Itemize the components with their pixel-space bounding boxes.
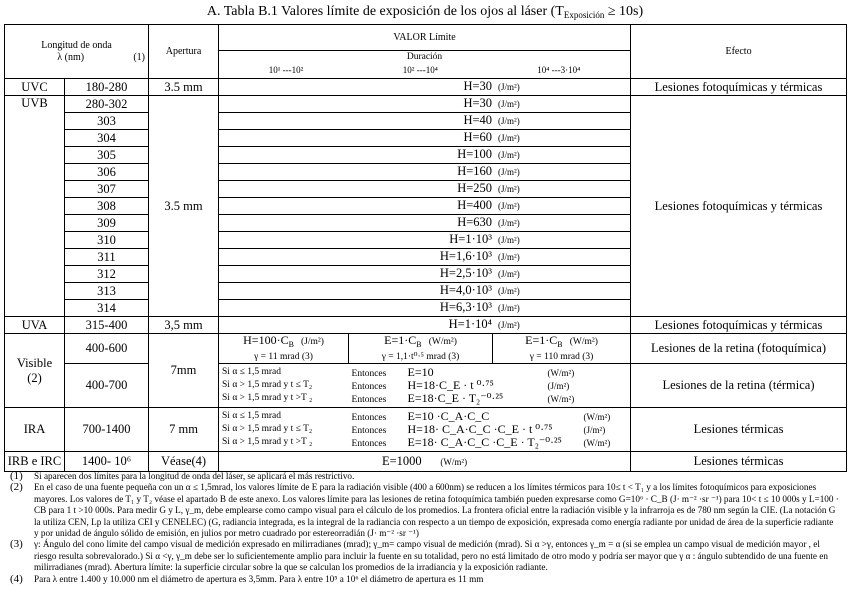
range-cell: 311 bbox=[65, 249, 149, 266]
band-label: UVC bbox=[5, 79, 65, 96]
band-label: IRA bbox=[5, 408, 65, 452]
aperture-cell: Véase(4) bbox=[149, 452, 219, 472]
range-cell: 310 bbox=[65, 232, 149, 249]
equations-cell: Entonces E=10 (W/m²) Entonces H=18·C_E · t ⁰·⁷⁵ (J/m²) Entonces E=18·C_E · T₂⁻⁰·²⁵ (W/m²) bbox=[349, 364, 631, 408]
row-visible-thermal bbox=[5, 364, 847, 408]
equations-cell: Entonces E=10 ·C_A·C_C (W/m²) Entonces H=18· C_A·C_C ·C_E · t ⁰·⁷⁵ (J/m²) Entonces E=18· C_A·C_C ·C_E · T₂⁻⁰·²⁵ (W/m²) bbox=[349, 408, 631, 452]
range-cell: 307 bbox=[65, 181, 149, 198]
footnote: (4) Para λ entre 1.400 y 10.000 nm el diámetro de apertura es 3,5mm. Para λ entre 10⁵ a 10⁶ el diámetro de apertura es 11 mm bbox=[10, 572, 484, 585]
aperture-cell: 3,5 mm bbox=[149, 317, 219, 334]
band-label: IRB e IRC bbox=[5, 452, 65, 472]
effect-cell: Lesiones de la retina (fotoquímica) bbox=[631, 334, 847, 364]
aperture-cell: 3.5 mm bbox=[149, 79, 219, 96]
effect-cell: Lesiones térmicas bbox=[631, 452, 847, 472]
range-cell: 314 bbox=[65, 300, 149, 317]
limit-cell: H=60 (J/m²) bbox=[219, 130, 631, 147]
effect-cell: Lesiones térmicas bbox=[631, 408, 847, 452]
header-effect: Efecto bbox=[631, 25, 847, 79]
limit-cell: E=1000 (W/m²) bbox=[219, 452, 631, 472]
limit-cell-2: $E=1\cdot C_B$ (W/m²) γ = 1,1·t⁰·⁵ mrad (3) bbox=[349, 334, 493, 364]
limit-cell: H=630 (J/m²) bbox=[219, 215, 631, 232]
header-limit-value: VALOR Límite bbox=[219, 25, 631, 51]
header-duration: Duración bbox=[219, 51, 631, 64]
range-cell: 280-302 bbox=[65, 96, 149, 113]
limit-cell: H=2,5·10³ (J/m²) bbox=[219, 266, 631, 283]
row-ira bbox=[5, 408, 847, 452]
range-cell: 312 bbox=[65, 266, 149, 283]
range-cell: 313 bbox=[65, 283, 149, 300]
range-cell: 400-600 bbox=[65, 334, 149, 364]
limit-cell: H=30 (J/m²) bbox=[219, 96, 631, 113]
row-irb-irc bbox=[5, 452, 847, 472]
band-label: UVB bbox=[5, 96, 65, 317]
row-uvc bbox=[5, 79, 847, 96]
limit-cell: H=250 (J/m²) bbox=[219, 181, 631, 198]
limit-cell: H=100 (J/m²) bbox=[219, 147, 631, 164]
limit-cell: H=1·10³ (J/m²) bbox=[219, 232, 631, 249]
aperture-cell: 3.5 mm bbox=[149, 96, 219, 317]
limit-cell: H=30 (J/m²) bbox=[219, 79, 631, 96]
aperture-cell: 7mm bbox=[149, 334, 219, 408]
effect-cell: Lesiones de la retina (térmica) bbox=[631, 364, 847, 408]
limit-cell: H=4,0·10³ (J/m²) bbox=[219, 283, 631, 300]
footnote: (1) Si aparecen dos límites para la longitud de onda del láser, se aplicará el más restrictivo. bbox=[10, 470, 355, 482]
footnote: (2) En el caso de una fuente pequeña con un α ≤ 1,5mrad, los valores límite de E para la radiación visible (400 a 600nm) se reducen a los límites térmicos para 10≤ t < T₁ y a los límites fotoquímicos para exposiciones mayores. Los valores de T₁ y T₂ véase el apartado B de este anexo. Los valores límite para las lesiones de retina fotoquímica también pueden expresarse como G=10⁶ · C_B (J· m⁻² ·sr ⁻¹) para 10< t ≤ 10 000s y L=100 · CB para 1 t >10 000s. Para medir G y L, γ_m, debe emplearse como campo visual para el cálculo de los promedios. La frontera oficial entre la radiación visible y la infrarroja es de 780 nm según la CIE. (La notación G la utiliza CEN, Lp la utiliza CEI y CENELEC) (G, radiancia integrada, es la integral de la radiancia con respecto a un tiempo de exposición, expresada como energía radiante por unidad de área de la superficie radiante y por unidad de ángulo sólido de emisión, en julios por metro cuadrado por estereorradián (J· m⁻² ·sr ⁻¹) bbox=[10, 481, 839, 539]
table-title: A. Tabla B.1 Valores límite de exposición de los ojos al láser $(T_{Exposición} \ge 10s)$ bbox=[206, 4, 644, 20]
exposure-limits-table bbox=[4, 24, 847, 472]
footnotes bbox=[10, 471, 840, 585]
range-cell: 180-280 bbox=[65, 79, 149, 96]
row-uva bbox=[5, 317, 847, 334]
limit-cell: H=1,6·10³ (J/m²) bbox=[219, 249, 631, 266]
aperture-cell: 7 mm bbox=[149, 408, 219, 452]
range-cell: 700-1400 bbox=[65, 408, 149, 452]
limit-cell: H=400 (J/m²) bbox=[219, 198, 631, 215]
band-label: UVA bbox=[5, 317, 65, 334]
limit-cell: H=40 (J/m²) bbox=[219, 113, 631, 130]
range-cell: 308 bbox=[65, 198, 149, 215]
range-cell: 304 bbox=[65, 130, 149, 147]
limit-cell-1: $H=100\cdot C_B$ (J/m²) γ = 11 mrad (3) bbox=[219, 334, 349, 364]
range-cell: 309 bbox=[65, 215, 149, 232]
range-cell: 400-700 bbox=[65, 364, 149, 408]
effect-cell: Lesiones fotoquímicas y térmicas bbox=[631, 79, 847, 96]
header-aperture: Apertura bbox=[149, 25, 219, 79]
range-cell: 306 bbox=[65, 164, 149, 181]
range-cell: 315-400 bbox=[65, 317, 149, 334]
range-cell: 305 bbox=[65, 147, 149, 164]
header-duration-ranges: 10¹ ---10² 10² ---10⁴ 10⁴ ---3·10⁴ bbox=[219, 63, 631, 79]
header-wavelength: Longitud de onda λ (nm) (1) bbox=[5, 25, 149, 79]
conditions-cell: Si α ≤ 1,5 mrad Si α > 1,5 mrad y t ≤ T₂ Si α > 1,5 mrad y t >T ₂ bbox=[219, 364, 349, 408]
effect-cell: Lesiones fotoquímicas y térmicas bbox=[631, 317, 847, 334]
range-cell: 303 bbox=[65, 113, 149, 130]
limit-cell-3: $E=1\cdot C_B$ (W/m²) γ = 110 mrad (3) bbox=[493, 334, 631, 364]
band-label: Visible (2) bbox=[5, 334, 65, 408]
row-uvb bbox=[5, 96, 847, 113]
footnote: (3) γ: Ángulo del cono límite del campo visual de medición expresado en milirradianes (mrad); γ_m= campo visual de medición (mrad). Si α >γ, entonces γ_m = α (si se emplea un campo visual de medición mayor , el riesgo resulta sobrevalorado.) Si α <γ, γ_m debe ser lo suficientemente amplio para incluir la fuente en su totalidad, pero no está limitado de otro modo y podría ser mayor que γ α : ángulo subtendido de una fuente en milirradianes (mrad). Abertura límite: la superficie circular sobre la que se calculan los promedios de la irradiancia y la exposición radiante. bbox=[10, 538, 828, 573]
conditions-cell: Si α ≤ 1,5 mrad Si α > 1,5 mrad y t ≤ T₂ Si α > 1,5 mrad y t >T ₂ bbox=[219, 408, 349, 452]
limit-cell: H=160 (J/m²) bbox=[219, 164, 631, 181]
range-cell: 1400- 10⁶ bbox=[65, 452, 149, 472]
effect-cell: Lesiones fotoquímicas y térmicas bbox=[631, 96, 847, 317]
limit-cell: H=6,3·10³ (J/m²) bbox=[219, 300, 631, 317]
row-visible-photochemical bbox=[5, 334, 847, 364]
limit-cell: H=1·10⁴ (J/m²) bbox=[219, 317, 631, 334]
